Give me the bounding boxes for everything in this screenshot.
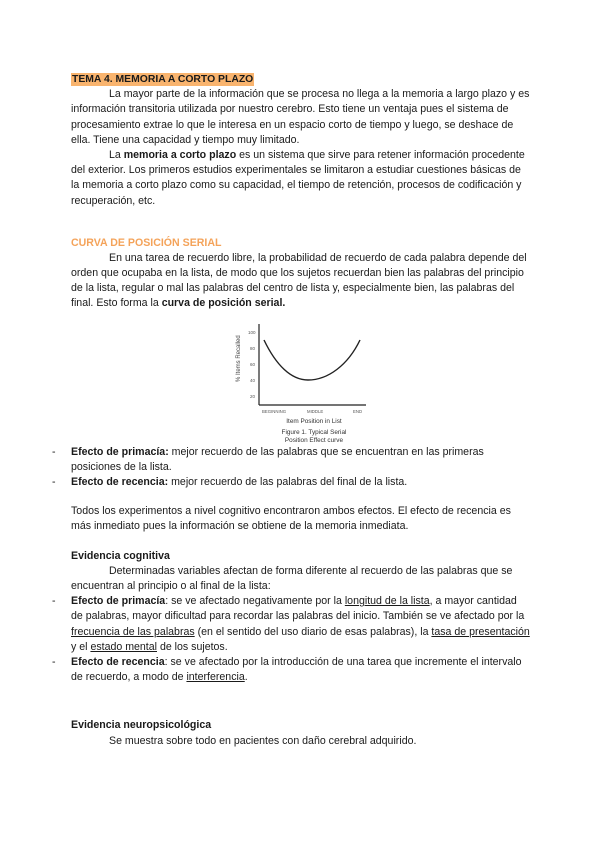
text: . bbox=[244, 671, 248, 684]
text: : se ve afectado por la introducción de una tarea que incremente el intervalo de recuerdo, a modo de bbox=[71, 656, 522, 684]
underlined-term: longitud de la lista bbox=[344, 595, 430, 608]
text: (en el sentido del uso diario de esas palabras), la bbox=[194, 625, 432, 638]
bold-term: Efecto de recencia: bbox=[71, 476, 169, 489]
x-tick: MIDDLE bbox=[307, 408, 324, 414]
text: En una tarea de recuerdo libre, la probabilidad de recuerdo de cada palabra depende del orden que ocupaba en la lista, de modo que los sujetos recuerdan bien las palabras del principio de la lista, regular o mal las palabras del centro de lista y, especialmente bien, las palabras del final. Esto forma la bbox=[71, 251, 527, 310]
bullet-dash: - bbox=[52, 476, 56, 489]
y-axis-label: % Items Recalled bbox=[236, 334, 242, 382]
y-tick: 60 bbox=[250, 361, 256, 367]
serial-position-figure bbox=[226, 320, 376, 445]
title-line bbox=[71, 72, 531, 87]
y-tick: 20 bbox=[250, 393, 256, 399]
text: mejor recuerdo de las palabras que se encuentran en las primeras posiciones de la lista. bbox=[71, 445, 484, 473]
page-title: TEMA 4. MEMORIA A CORTO PLAZO bbox=[72, 74, 254, 85]
list-item bbox=[52, 655, 531, 685]
underlined-term: estado mental bbox=[90, 640, 157, 653]
heading-evidencia-neuro: Evidencia neuropsicológica bbox=[71, 719, 212, 732]
evidencia-cognitiva-list bbox=[52, 594, 531, 685]
bullet-dash: - bbox=[52, 445, 56, 458]
text: , a mayor cantidad de palabras, mayor dificultad para recordar las palabras del inicio. También se ve afectado por la bbox=[71, 595, 525, 623]
evidencia-neuro-text: Se muestra sobre todo en pacientes con daño cerebral adquirido. bbox=[109, 734, 417, 747]
y-tick: 80 bbox=[250, 345, 256, 351]
underlined-term: tasa de presentación bbox=[431, 625, 530, 638]
bold-term: memoria a corto plazo bbox=[123, 149, 237, 162]
bold-term: curva de posición serial. bbox=[161, 297, 286, 310]
document-page bbox=[52, 72, 531, 749]
bold-term: Efecto de recencia bbox=[71, 656, 165, 669]
list-item bbox=[52, 594, 531, 655]
bold-term: Efecto de primacía: bbox=[71, 445, 169, 458]
text: mejor recuerdo de las palabras del final de la lista. bbox=[168, 476, 408, 489]
underlined-term: frecuencia de las palabras bbox=[71, 625, 195, 638]
effects-list bbox=[52, 445, 531, 491]
serial-position-chart bbox=[226, 320, 376, 445]
y-tick: 40 bbox=[250, 377, 256, 383]
text: es un sistema que sirve para retener información procedente del exterior. Los primeros estudios experimentales se limitaron a estudiar cuestiones básicas de la memoria a corto plazo como su capacidad, el tiempo de retención, procesos de codificación y recuperación, etc. bbox=[71, 149, 525, 207]
figure-caption-line2: Position Effect curve bbox=[284, 436, 344, 444]
x-tick: BEGINNING bbox=[262, 408, 287, 414]
text: y el bbox=[71, 640, 91, 653]
x-tick: END bbox=[353, 408, 363, 414]
underlined-term: interferencia bbox=[186, 671, 245, 684]
curva-paragraph bbox=[71, 251, 531, 312]
figure-caption-line1: Figure 1. Typical Serial bbox=[281, 428, 347, 436]
y-tick: 100 bbox=[248, 329, 256, 335]
section-heading-curva: CURVA DE POSICIÓN SERIAL bbox=[71, 236, 222, 249]
text: de los sujetos. bbox=[157, 640, 228, 653]
text: : se ve afectado negativamente por la bbox=[165, 595, 345, 608]
intro-paragraph-1: La mayor parte de la información que se procesa no llega a la memoria a largo plazo y es información transitoria utilizada por nuestro cerebro. Esto tiene un ventaja pues el sistema de procesamiento extrae lo que le interesa en un espacio corto de tiempo y luego, se deshace de ella. Tiene una capacidad y tiempo muy limitado. bbox=[71, 88, 530, 146]
heading-evidencia-cognitiva: Evidencia cognitiva bbox=[71, 549, 170, 562]
list-item bbox=[52, 475, 531, 490]
bullet-dash: - bbox=[52, 595, 56, 608]
summary-paragraph: Todos los experimentos a nivel cognitivo encontraron ambos efectos. El efecto de recencia es más inmediato pues la información se obtiene de la memoria inmediata. bbox=[71, 505, 511, 533]
evidencia-cognitiva-intro: Determinadas variables afectan de forma diferente al recuerdo de las palabras que se encuentran al principio o al final de la lista: bbox=[71, 564, 513, 593]
text: La bbox=[109, 149, 124, 162]
list-item bbox=[52, 445, 531, 475]
x-axis-label: Item Position in List bbox=[286, 417, 342, 425]
intro-paragraph-2 bbox=[71, 148, 531, 209]
bullet-dash: - bbox=[52, 656, 56, 669]
bold-term: Efecto de primacía bbox=[71, 595, 166, 608]
